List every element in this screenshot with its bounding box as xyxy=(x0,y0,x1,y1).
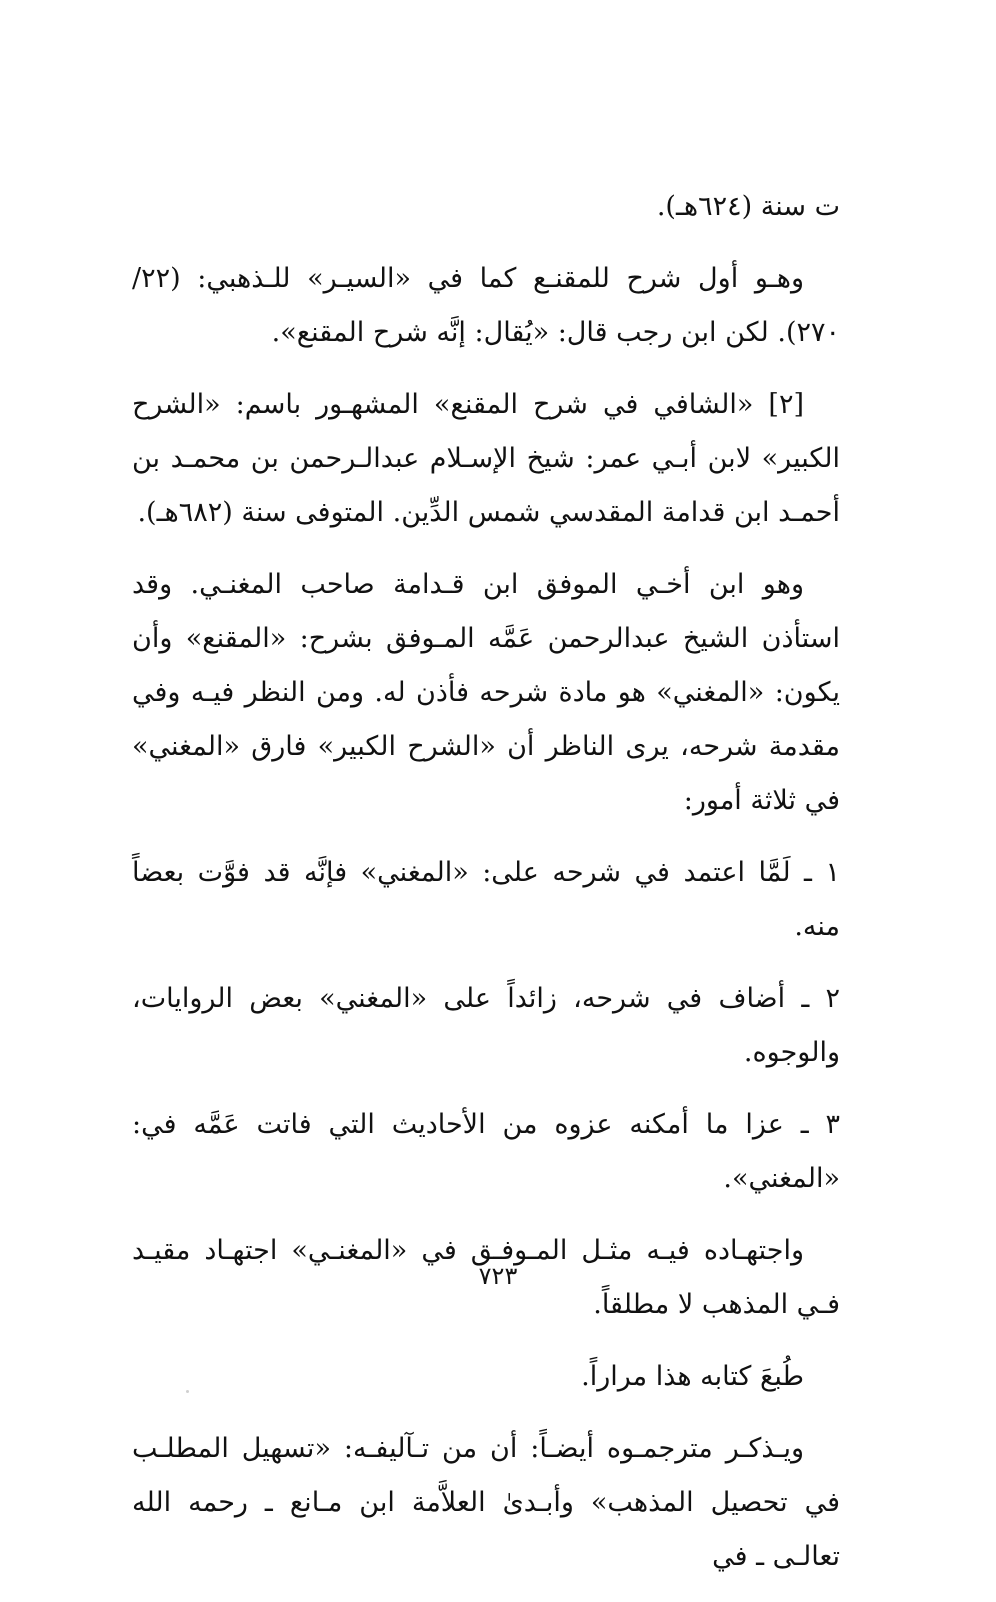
list-item-1: ١ ـ لَمَّا اعتمد في شرحه على: «المغني» فإنَّه قد فوَّت بعضاً منه. xyxy=(132,857,840,942)
paragraph-5: واجتهـاده فيـه مثـل المـوفـق في «المغنـي» اجتهـاد مقيـد فـي المذهب لا مطلقاً. xyxy=(132,1235,840,1320)
scan-speck xyxy=(186,1390,189,1393)
paragraph-3: [٢] «الشافي في شرح المقنع» المشهـور باسم: «الشرح الكبير» لابن أبـي عمر: شيخ الإسـلام عبدالـرحمن بن محمـد بن أحمـد ابن قدامة المقدسي شمس الدِّين. المتوفى سنة (٦٨٢هـ). xyxy=(132,389,840,528)
list-item-3: ٣ ـ عزا ما أمكنه عزوه من الأحاديث التي فاتت عَمَّه في: «المغني». xyxy=(132,1109,840,1194)
list-item-2: ٢ ـ أضاف في شرحه، زائداً على «المغني» بعض الروايات، والوجوه. xyxy=(132,983,840,1068)
paragraph-7: ويـذكـر مترجمـوه أيضـاً: أن من تـآليفـه: «تسهيل المطلـب في تحصيل المذهب» وأبـدىٰ العلاَّمة ابن مـانع ـ رحمه الله تعالـى ـ في xyxy=(132,1433,840,1572)
paragraph-1: ت سنة (٦٢٤هـ). xyxy=(656,191,840,222)
page-number: ٧٢٣ xyxy=(478,1262,518,1290)
paragraph-6: طُبعَ كتابه هذا مراراً. xyxy=(581,1361,804,1392)
paragraph-2: وهـو أول شرح للمقنـع كما في «السيـر» للـذهبي: (٢٢/ ٢٧٠). لكن ابن رجب قال: «يُقال: إنَّه شرح المقنع». xyxy=(132,263,840,348)
body-text xyxy=(132,180,840,1602)
paragraph-4: وهو ابن أخـي الموفق ابن قـدامة صاحب المغنـي. وقد استأذن الشيخ عبدالرحمن عَمَّه المـوفق بشرح: «المقنع» وأن يكون: «المغني» هو مادة شرحه فأذن له. ومن النظر فيـه وفي مقدمة شرحه، يرى الناظر أن «الشرح الكبير» فارق «المغني» في ثلاثة أمور: xyxy=(132,569,840,816)
